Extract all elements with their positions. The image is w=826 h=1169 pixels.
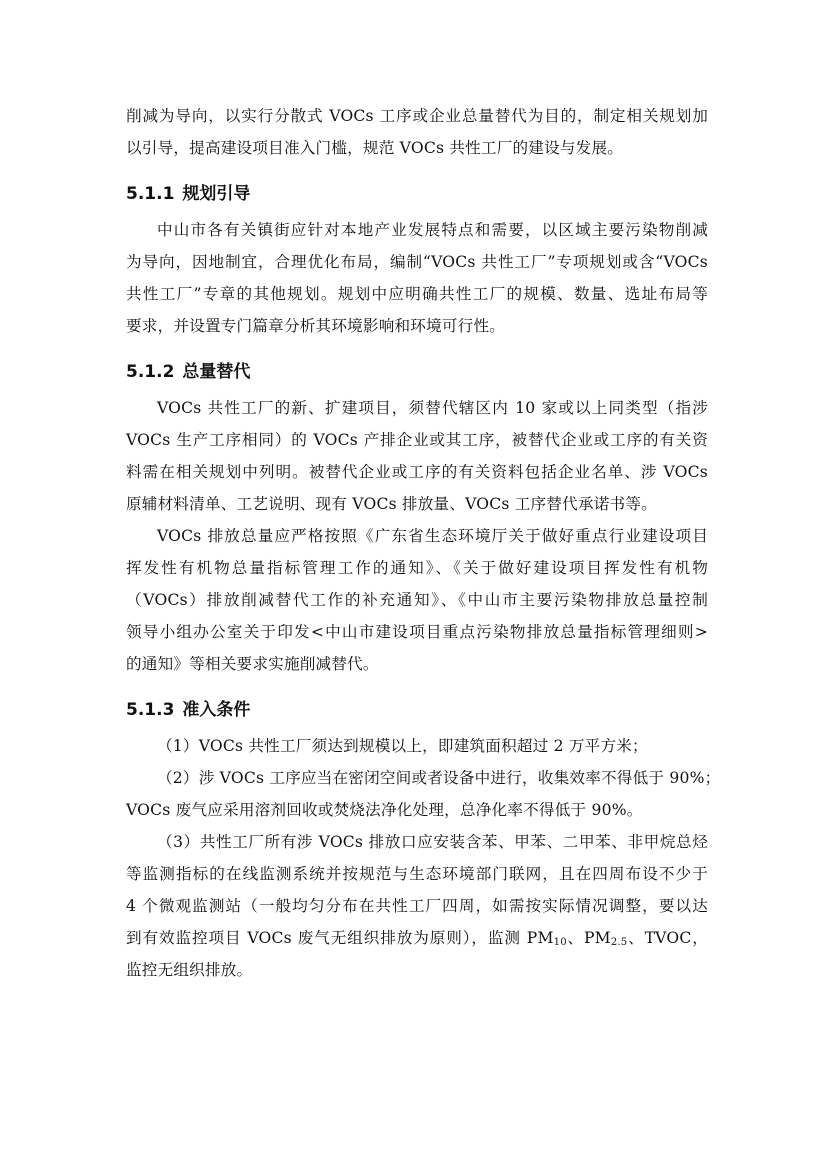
paragraph-line: VOCs 排放总量应严格按照《广东省生态环境厅关于做好重点行业建设项目 — [157, 527, 708, 545]
paragraph-line: 领导小组办公室关于印发<中山市建设项目重点污染物排放总量指标管理细则> — [126, 623, 708, 641]
paragraph-line: 的通知》等相关要求实施削减替代。 — [126, 655, 379, 673]
section-title: 总量替代 — [182, 362, 251, 382]
paragraph-line: 为导向，因地制宜，合理优化布局，编制“VOCs 共性工厂”专项规划或含“VOCs — [126, 253, 708, 271]
section-title: 规划引导 — [182, 184, 251, 204]
paragraph-line: VOCs 生产工序相同）的 VOCs 产排企业或其工序，被替代企业或工序的有关资 — [126, 431, 708, 449]
section-heading-5-1-1 — [126, 182, 708, 206]
paragraph-line: 挥发性有机物总量指标管理工作的通知》、《关于做好建设项目挥发性有机物 — [126, 559, 708, 577]
section-number: 5.1.2 — [126, 362, 175, 382]
text-segment: 、PM — [566, 929, 611, 947]
paragraph-line: 4 个微观监测站（一般均匀分布在共性工厂四周，如需按实际情况调整，要以达 — [126, 897, 708, 915]
list-item-3: （3）共性工厂所有涉 VOCs 排放口应安装含苯、甲苯、二甲苯、非甲烷总烃 — [157, 833, 708, 851]
intro-line-1: 削减为导向，以实行分散式 VOCs 工序或企业总量替代为目的，制定相关规划加 — [126, 107, 708, 125]
list-item-2: （2）涉 VOCs 工序应当在密闭空间或者设备中进行，收集效率不得低于 90%； — [157, 769, 721, 787]
paragraph-line: 料需在相关规划中列明。被替代企业或工序的有关资料包括企业名单、涉 VOCs — [126, 463, 708, 481]
paragraph-line: 等监测指标的在线监测系统并按规范与生态环境部门联网，且在四周布设不少于 — [126, 865, 708, 883]
section-number: 5.1.1 — [126, 184, 175, 204]
intro-line-2: 以引导，提高建设项目准入门槛，规范 VOCs 共性工厂的建设与发展。 — [126, 139, 624, 157]
paragraph-line: 中山市各有关镇街应针对本地产业发展特点和需要，以区域主要污染物削减 — [157, 221, 708, 239]
subscript: 2.5 — [610, 937, 628, 948]
paragraph-line: VOCs 废气应采用溶剂回收或焚烧法净化处理，总净化率不得低于 90%。 — [126, 801, 643, 819]
paragraph-line: VOCs 共性工厂的新、扩建项目，须替代辖区内 10 家或以上同类型（指涉 — [157, 399, 708, 417]
section-title: 准入条件 — [182, 700, 251, 720]
text-segment: 到有效监控项目 VOCs 废气无组织排放为原则），监测 PM — [126, 929, 554, 947]
paragraph-line-with-subscripts — [126, 922, 708, 954]
text-segment: 、TVOC， — [627, 929, 708, 947]
paragraph-line: 监控无组织排放。 — [126, 961, 253, 979]
paragraph-line: （VOCs）排放削减替代工作的补充通知》、《中山市主要污染物排放总量控制 — [126, 591, 708, 609]
paragraph-line: 要求，并设置专门篇章分析其环境影响和环境可行性。 — [126, 317, 506, 335]
list-item-1: （1）VOCs 共性工厂须达到规模以上，即建筑面积超过 2 万平方米； — [157, 737, 648, 755]
section-heading-5-1-3 — [126, 698, 708, 722]
paragraph-line: 共性工厂”专章的其他规划。规划中应明确共性工厂的规模、数量、选址布局等 — [126, 285, 708, 303]
document-page — [126, 100, 721, 986]
paragraph-line: 原辅材料清单、工艺说明、现有 VOCs 排放量、VOCs 工序替代承诺书等。 — [126, 495, 657, 513]
subscript: 10 — [553, 937, 567, 948]
section-number: 5.1.3 — [126, 700, 175, 720]
section-heading-5-1-2 — [126, 360, 708, 384]
